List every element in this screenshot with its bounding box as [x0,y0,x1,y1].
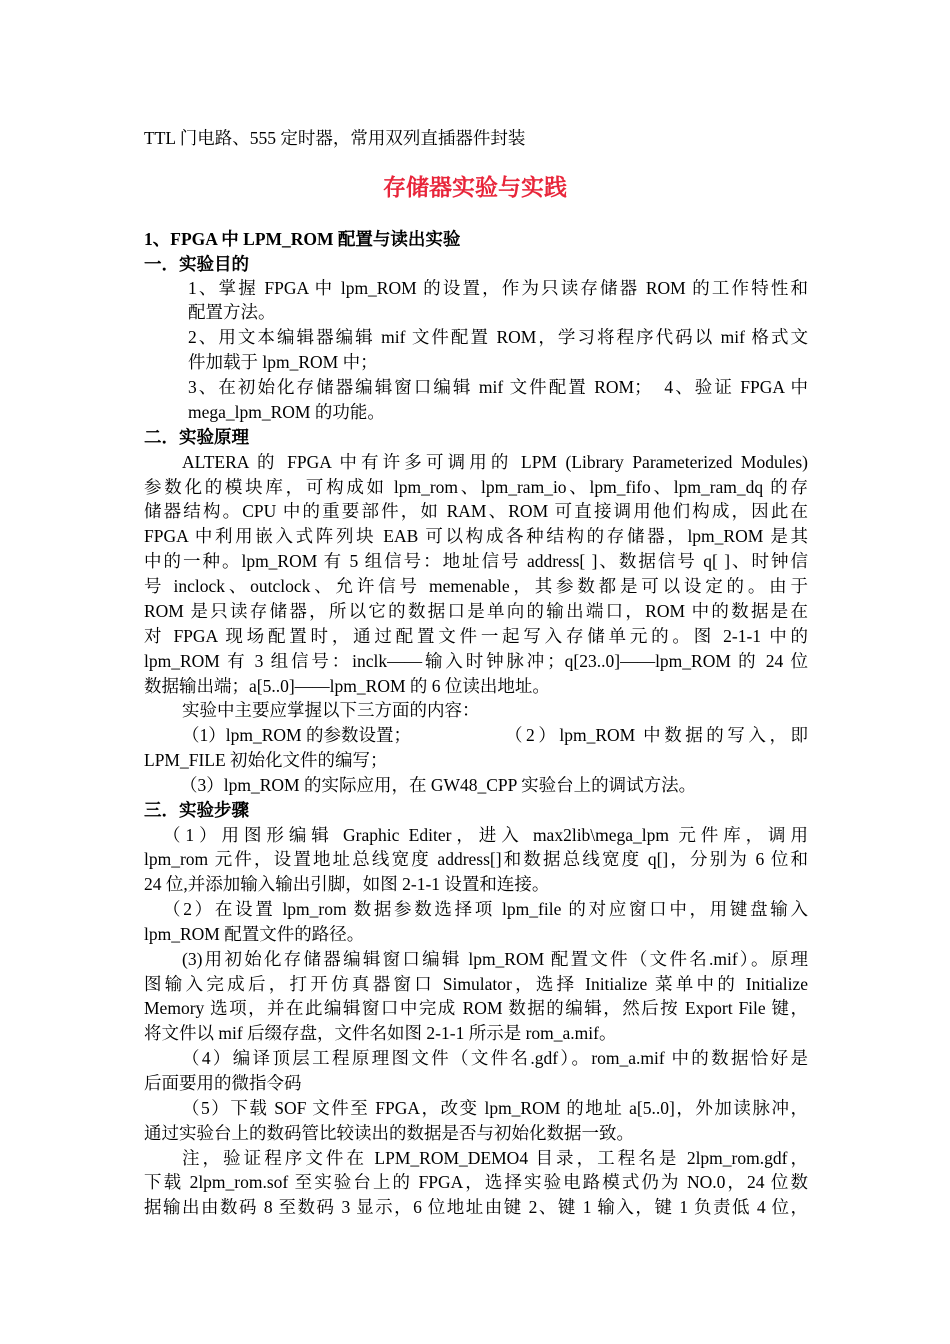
principle-line: 号 inclock、outclock、允许信号 memenable，其参数都是可以设定的。由于 [144,576,808,596]
step-line: 后面要用的微指令码 [144,1073,302,1093]
step-line: 24 位,并添加输入输出引脚，如图 2-1-1 设置和连接。 [144,874,550,894]
objective-line: 2、用文本编辑器编辑 mif 文件配置 ROM，学习将程序代码以 mif 格式文 [188,327,808,347]
header-line: TTL 门电路、555 定时器，常用双列直插器件封装 [144,128,526,148]
note-line: 注，验证程序文件在 LPM_ROM_DEMO4 目录，工程名是 2lpm_rom.gdf， [182,1148,808,1168]
section-heading: 1、FPGA 中 LPM_ROM 配置与读出实验 [144,229,461,249]
step-line: lpm_ROM 配置文件的路径。 [144,924,365,944]
principle-line: ALTERA 的 FPGA 中有许多可调用的 LPM (Library Parameterized Modules) [182,452,808,472]
principle-line: 储器结构。CPU 中的重要部件，如 RAM、ROM 可直接调用他们构成，因此在 [144,501,808,521]
principle-line: FPGA 中利用嵌入式阵列块 EAB 可以构成各种结构的存储器，lpm_ROM 是其 [144,526,808,546]
principle-item: LPM_FILE 初始化文件的编写； [144,750,388,770]
principle-line: lpm_ROM 有 3 组信号：inclk——输入时钟脉冲；q[23..0]——lpm_ROM 的 24 位 [144,651,808,671]
principle-line: 参数化的模块库，可构成如 lpm_rom、lpm_ram_io、lpm_fifo、lpm_ram_dq 的存 [144,477,808,497]
objective-line: 件加载于 lpm_ROM 中； [188,352,378,372]
principle-item: （2）lpm_ROM 中数据的写入，即 [505,725,808,745]
step-line: （4）编译顶层工程原理图文件（文件名.gdf）。rom_a.mif 中的数据恰好是 [182,1048,808,1068]
step-line: （2）在设置 lpm_rom 数据参数选择项 lpm_file 的对应窗口中，用键盘输入 [163,899,808,919]
principle-line: 中的一种。lpm_ROM 有 5 组信号：地址信号 address[ ]、数据信号 q[ ]、时钟信 [144,551,808,571]
objectives-heading: 一．实验目的 [144,254,249,274]
principle-line: ROM 是只读存储器，所以它的数据口是单向的输出端口，ROM 中的数据是在 [144,601,808,621]
step-line: （1）用图形编辑 Graphic Editer，进入 max2lib\mega_lpm 元件库，调用 [163,825,808,845]
step-line: 将文件以 mif 后缀存盘，文件名如图 2-1-1 所示是 rom_a.mif。 [144,1023,617,1043]
step-line: 图输入完成后，打开仿真器窗口 Simulator，选择 Initialize 菜单中的 Initialize [144,974,808,994]
note-line: 据输出由数码 8 至数码 3 显示，6 位地址由键 2、键 1 输入，键 1 负责低 4 位， [144,1197,808,1217]
principle-item: （1）lpm_ROM 的参数设置； [182,725,411,745]
objective-line: 3、在初始化存储器编辑窗口编辑 mif 文件配置 ROM； 4、验证 FPGA 中 [188,377,808,397]
step-line: （5）下载 SOF 文件至 FPGA，改变 lpm_ROM 的地址 a[5..0]，外加读脉冲， [182,1098,808,1118]
objective-line: mega_lpm_ROM 的功能。 [188,402,385,422]
principle-line: 数据输出端；a[5..0]——lpm_ROM 的 6 位读出地址。 [144,676,550,696]
note-line: 下载 2lpm_rom.sof 至实验台上的 FPGA，选择实验电路模式仍为 NO.0，24 位数 [144,1172,808,1192]
principle-line: 对 FPGA 现场配置时，通过配置文件一起写入存储单元的。图 2-1-1 中的 [144,626,808,646]
step-line: 通过实验台上的数码管比较读出的数据是否与初始化数据一致。 [144,1123,634,1143]
step-line: (3)用初始化存储器编辑窗口编辑 lpm_ROM 配置文件（文件名.mif）。原理 [182,949,808,969]
steps-heading: 三．实验步骤 [144,800,249,820]
step-line: lpm_rom 元件，设置地址总线宽度 address[]和数据总线宽度 q[]，分别为 6 位和 [144,849,808,869]
objective-line: 配置方法。 [188,302,276,322]
principle-heading: 二．实验原理 [144,427,249,447]
step-line: Memory 选项，并在此编辑窗口中完成 ROM 数据的编辑，然后按 Export File 键， [144,998,808,1018]
principle-item: （3）lpm_ROM 的实际应用，在 GW48_CPP 实验台上的调试方法。 [180,775,697,795]
objective-line: 1、掌握 FPGA 中 lpm_ROM 的设置，作为只读存储器 ROM 的工作特性和 [188,278,808,298]
principle-intro: 实验中主要应掌握以下三方面的内容： [182,700,480,720]
page-title: 存储器实验与实践 [383,175,567,200]
